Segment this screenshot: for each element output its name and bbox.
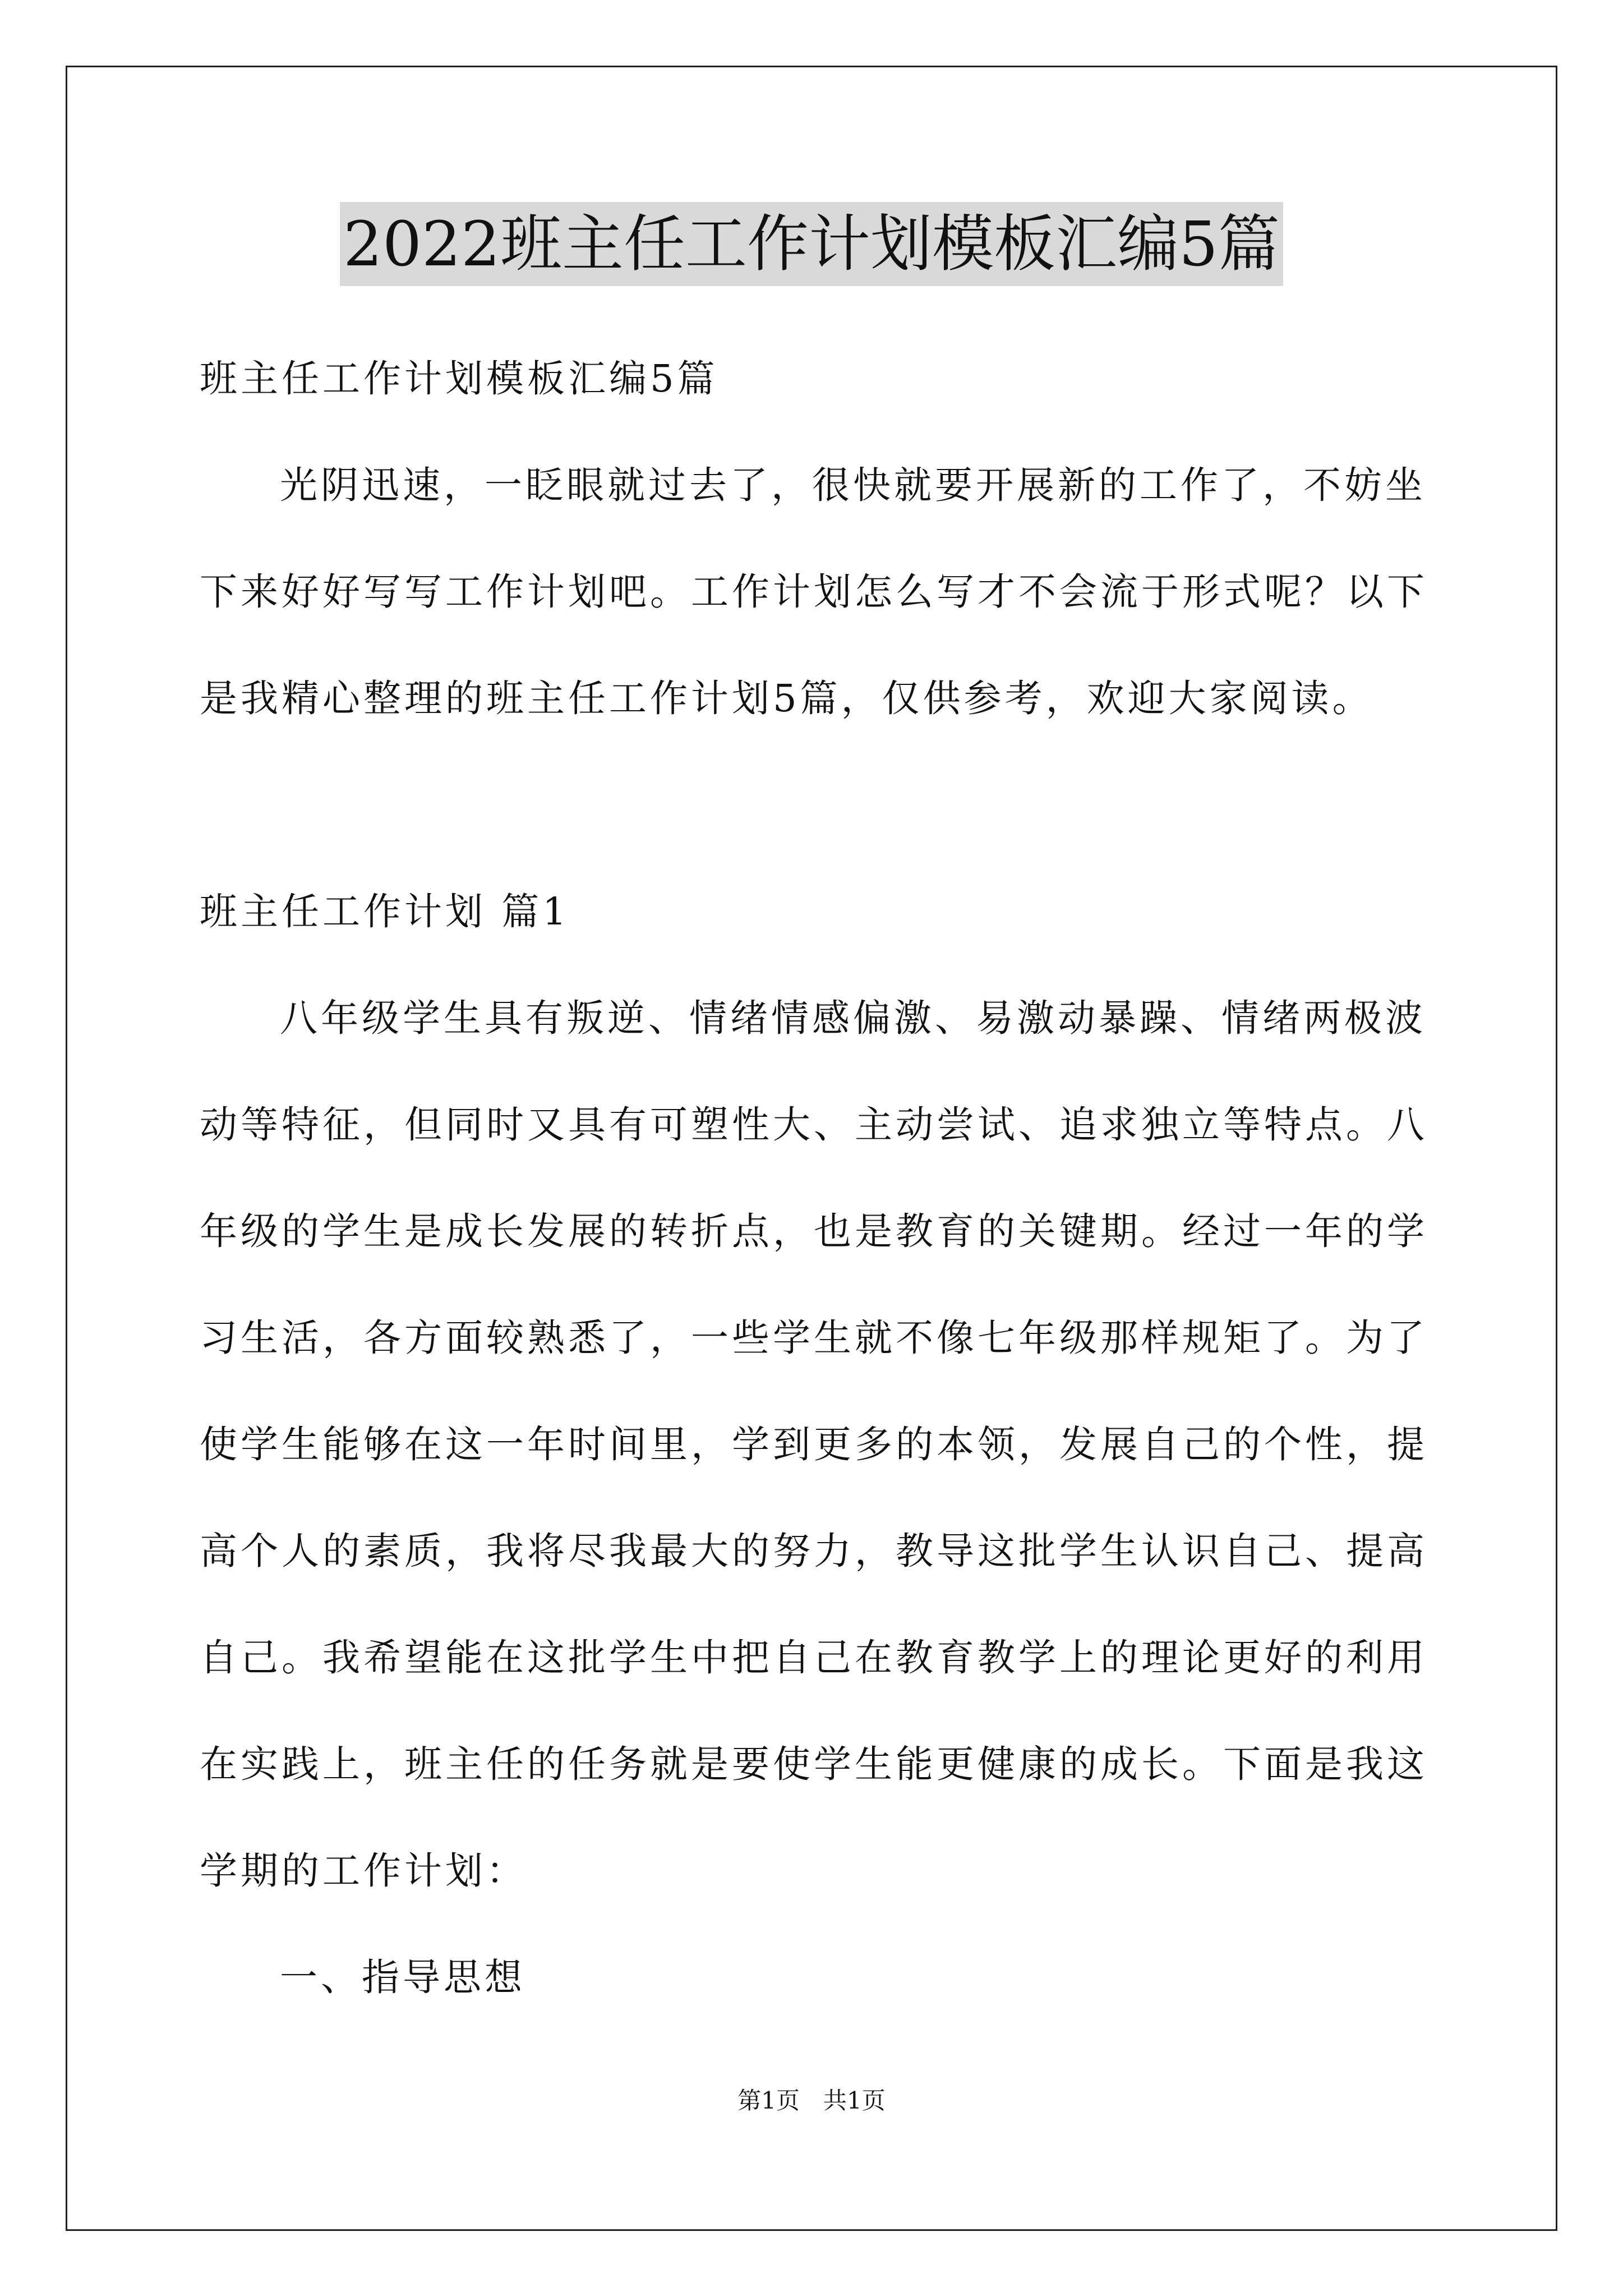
page-footer: 第1页 共1页 [737,2087,886,2114]
body-line: 自己。我希望能在这批学生中把自己在教育教学上的理论更好的利用 [200,1636,1428,1680]
body-line: 使学生能够在这一年时间里，学到更多的本领，发展自己的个性，提 [200,1423,1428,1466]
intro-line: 下来好好写写工作计划吧。工作计划怎么写才不会流于形式呢？以下 [200,570,1428,614]
intro-line: 光阴迅速，一眨眼就过去了，很快就要开展新的工作了，不妨坐 [280,463,1426,507]
document-title: 2022班主任工作计划模板汇编5篇 [340,202,1283,286]
title-container [0,202,1623,286]
subheading: 一、指导思想 [280,1955,525,1999]
subtitle: 班主任工作计划模板汇编5篇 [200,357,718,401]
body-line: 习生活，各方面较熟悉了，一些学生就不像七年级那样规矩了。为了 [200,1316,1428,1360]
intro-line: 是我精心整理的班主任工作计划5篇，仅供参考，欢迎大家阅读。 [200,677,1373,720]
body-line: 在实践上，班主任的任务就是要使学生能更健康的成长。下面是我这 [200,1742,1428,1786]
body-line: 动等特征，但同时又具有可塑性大、主动尝试、追求独立等特点。八 [200,1103,1428,1147]
body-line: 高个人的素质，我将尽我最大的努力，教导这批学生认识自己、提高 [200,1529,1428,1573]
section-heading: 班主任工作计划 篇1 [200,890,570,933]
body-line: 学期的工作计划： [200,1849,527,1893]
body-line: 年级的学生是成长发展的转折点，也是教育的关键期。经过一年的学 [200,1209,1428,1253]
body-line: 八年级学生具有叛逆、情绪情感偏激、易激动暴躁、情绪两极波 [280,996,1426,1040]
